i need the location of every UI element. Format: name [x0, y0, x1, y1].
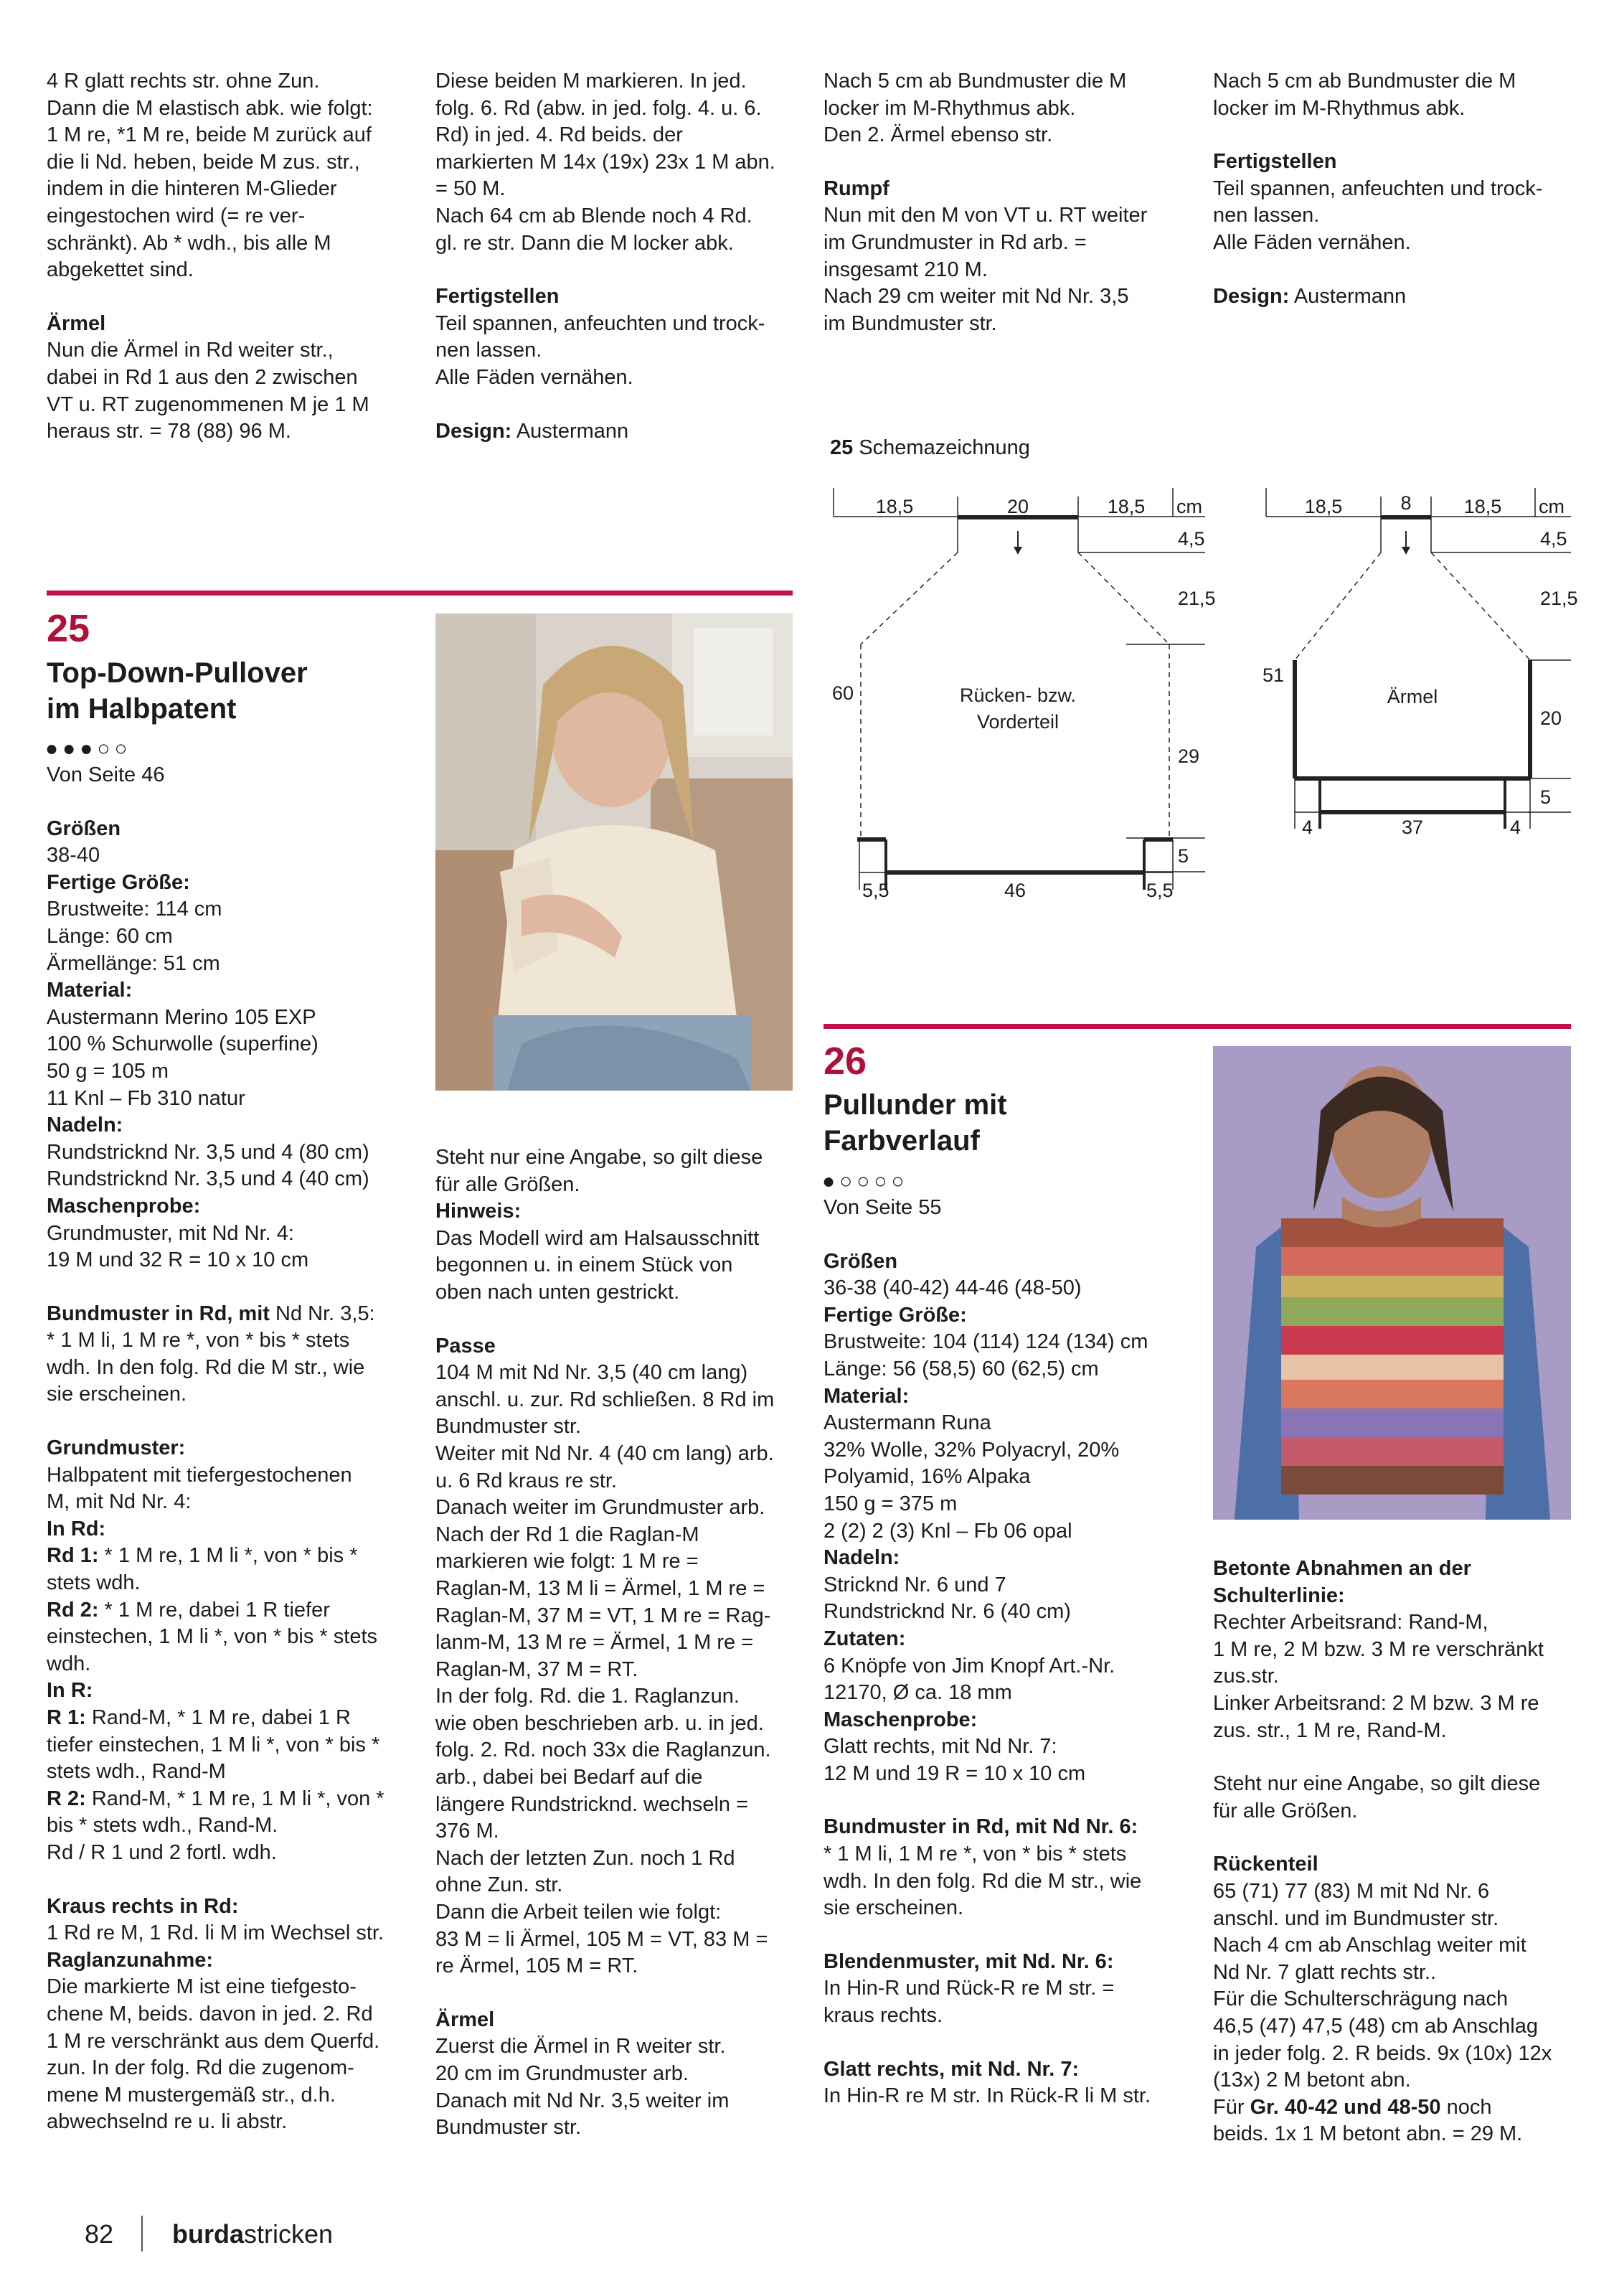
dim-label: 21,5 [1540, 588, 1578, 609]
section-heading: Bundmuster in Rd, mit Nd Nr. 6: [823, 1815, 1138, 1839]
section-heading: Rückenteil [1213, 1853, 1318, 1876]
section-heading: Material: [823, 1384, 910, 1408]
section-heading: Ärmel [435, 2008, 495, 2031]
row-label: Rd 1: [47, 1544, 99, 1568]
dim-label: 60 [832, 682, 854, 704]
dim-unit: cm [1176, 496, 1202, 517]
photo-illustration [435, 613, 793, 1091]
body-label-line1: Rücken- bzw. [959, 684, 1077, 706]
section-heading: Bundmuster in Rd, mit [47, 1302, 270, 1325]
text-block: Halbpatent mit tiefergestochenen M, mit Nd Nr. 4: [47, 1463, 352, 1514]
section-heading: Kraus rechts in Rd: [47, 1894, 239, 1918]
dim-label: 4 [1302, 817, 1313, 838]
dim-label: 4 [1510, 817, 1521, 838]
dim-label: 37 [1401, 817, 1424, 838]
text-inline: noch beids. 1x 1 M betont abn. = 29 M. [1213, 2095, 1523, 2146]
section-heading: Raglanzunahme: [47, 1948, 214, 1972]
text-block: * 1 M li, 1 M re *, von * bis * stets wdh. In den folg. Rd die M str., wie sie erscheinen. [823, 1843, 1142, 1920]
pattern-number-25: 25 [47, 607, 90, 650]
text-inline: Für [1213, 2095, 1250, 2119]
section-heading: Größen [47, 817, 121, 840]
section-heading: Nadeln: [47, 1114, 123, 1137]
dim-label: 4,5 [1178, 528, 1205, 550]
section-rule-26 [823, 1024, 1571, 1029]
p25-col-2 [435, 1144, 808, 2142]
text-block: 4 R glatt rechts str. ohne Zun. Dann die M elastisch abk. wie folgt: 1 M re, *1 M re, beide M zurück auf die li Nd. heben, beide M zus. str., indem in die hinteren M-Glieder eingestochen wird (= re ver- schränkt). Ab * wdh., bis alle M abgekettet sind. [47, 70, 373, 282]
finished-size: Brustweite: 114 cm Länge: 60 cm Ärmellänge: 51 cm [47, 898, 222, 975]
photo-top-down-pullover [435, 613, 793, 1091]
section-heading: Betonte Abnahmen an der Schulterlinie: [1213, 1557, 1471, 1607]
design-name: Austermann [516, 419, 629, 443]
text-block: * 1 M li, 1 M re *, von * bis * stets wdh. In den folg. Rd die M str., wie sie erscheinen. [47, 1329, 365, 1406]
sizes: 36-38 (40-42) 44-46 (48-50) [823, 1276, 1082, 1300]
schema-body-diagram [825, 488, 1227, 911]
text-block: Nun mit den M von VT u. RT weiter im Grundmuster in Rd arb. = insgesamt 210 M. Nach 29 cm weiter mit Nd Nr. 3,5 im Bundmuster str. [823, 204, 1148, 335]
section-heading: Hinweis: [435, 1200, 522, 1223]
text-block: Zuerst die Ärmel in R weiter str. 20 cm im Grundmuster arb. Danach mit Nd Nr. 3,5 weiter im Bundmuster str. [435, 2035, 730, 2140]
footer-divider [141, 2216, 143, 2252]
text-block: Die markierte M ist eine tiefgesto- chene M, beids. davon in jed. 2. Rd 1 M re verschränkt aus dem Querfd. zun. In der folg. Rd die zugenom- mene M mustergemäß str., d.h. abwechselnd re u. li abstr. [47, 1975, 380, 2134]
section-heading: Ärmel [47, 311, 106, 335]
difficulty-rating-25: ●●●○○ [45, 737, 132, 761]
needles: Rundstricknd Nr. 3,5 und 4 (80 cm) Rundstricknd Nr. 3,5 und 4 (40 cm) [47, 1140, 369, 1191]
section-heading: Rumpf [823, 177, 889, 200]
row-text: * 1 M re, dabei 1 R tiefer einstechen, 1 M li *, von * bis * stets wdh. [47, 1598, 377, 1675]
section-heading: In Rd: [47, 1517, 106, 1540]
material: Austermann Merino 105 EXP 100 % Schurwolle (superfine) 50 g = 105 m 11 Knl – Fb 310 natur [47, 1005, 318, 1110]
section-heading: Passe [435, 1334, 496, 1358]
dim-label: 18,5 [1463, 496, 1502, 517]
dim-label: 21,5 [1178, 588, 1216, 609]
pattern-title-25: Top-Down-Pullover im Halbpatent [47, 657, 308, 725]
gauge: Glatt rechts, mit Nd Nr. 7: 12 M und 19 R = 10 x 10 cm [823, 1735, 1086, 1785]
dim-label: 18,5 [875, 496, 914, 517]
text-block: Nach 5 cm ab Bundmuster die M locker im M-Rhythmus abk. [1213, 70, 1516, 120]
section-heading: Maschenprobe: [47, 1194, 201, 1218]
size-emphasis: Gr. 40-42 und 48-50 [1250, 2095, 1441, 2119]
gauge: Grundmuster, mit Nd Nr. 4: 19 M und 32 R = 10 x 10 cm [47, 1221, 309, 1272]
schema-caption-text: Schemazeichnung [859, 436, 1030, 459]
section-heading: Nadeln: [823, 1546, 900, 1570]
p26-col-3 [823, 1195, 1197, 2110]
row-label: R 2: [47, 1787, 86, 1810]
row-text: * 1 M re, 1 M li *, von * bis * stets wdh. [47, 1544, 358, 1595]
dim-label: 51 [1263, 664, 1285, 686]
sleeve-label: Ärmel [1387, 686, 1438, 707]
magazine-brand [172, 2219, 333, 2249]
section-heading: Fertigstellen [435, 285, 560, 309]
section-heading: Fertige Größe: [823, 1303, 967, 1327]
difficulty-rating-26: ●○○○○ [822, 1170, 909, 1193]
dim-label: 20 [1540, 707, 1562, 729]
top-col-1 [47, 68, 412, 446]
section-heading: Maschenprobe: [823, 1708, 978, 1731]
text-block: In Hin-R und Rück-R re M str. = kraus rechts. [823, 1977, 1115, 2028]
source-page: Von Seite 55 [823, 1196, 942, 1219]
brand-rest: stricken [244, 2219, 334, 2249]
dim-label: 29 [1178, 745, 1200, 767]
material: Austermann Runa 32% Wolle, 32% Polyacryl, 20% Polyamid, 16% Alpaka 150 g = 375 m 2 (2) 2 (3) Knl – Fb 06 opal [823, 1411, 1120, 1543]
row-label: R 1: [47, 1706, 86, 1729]
schema-caption-number: 25 [830, 436, 854, 459]
p26-col-4 [1213, 1556, 1586, 2148]
design-label: Design: [1213, 284, 1290, 308]
dim-label: 5,5 [1146, 880, 1174, 901]
body-label-line2: Vorderteil [976, 711, 1060, 733]
schema-sleeve-diagram [1255, 488, 1592, 847]
source-page: Von Seite 46 [47, 763, 165, 786]
text-block: Nun die Ärmel in Rd weiter str., dabei in Rd 1 aus den 2 zwischen VT u. RT zugenommenen M je 1 M heraus str. = 78 (88) 96 M. [47, 339, 369, 443]
brand-bold: burda [172, 2219, 245, 2249]
text-block: 1 Rd re M, 1 Rd. li M im Wechsel str. [47, 1921, 384, 1945]
dim-label: 20 [1006, 496, 1029, 517]
section-rule-25 [47, 591, 793, 596]
schema-caption [830, 436, 1030, 460]
text-block: 65 (71) 77 (83) M mit Nd Nr. 6 anschl. und im Bundmuster str. Nach 4 cm ab Anschlag weiter mit Nd Nr. 7 glatt rechts str.. Für die Schulterschrägung nach 46,5 (47) 47,5 (48) cm ab Anschlag in jeder folg. 2. R beids. 9x (10x) 12x (13x) 2 M betont abn. [1213, 1879, 1552, 2092]
notions: 6 Knöpfe von Jim Knopf Art.-Nr. 12170, Ø ca. 18 mm [823, 1654, 1115, 1705]
dim-unit: cm [1539, 496, 1565, 517]
section-heading: Fertigstellen [1213, 150, 1337, 174]
text-block: Steht nur eine Angabe, so gilt diese für alle Größen. [1213, 1772, 1541, 1822]
page-number: 82 [85, 2219, 114, 2249]
row-text: Rand-M, * 1 M re, 1 M li *, von * bis * stets wdh., Rand-M. Rd / R 1 und 2 fortl. wdh. [47, 1787, 384, 1864]
dim-label: 4,5 [1540, 528, 1567, 550]
section-heading: In R: [47, 1679, 93, 1703]
dim-label: 46 [1004, 880, 1027, 901]
dim-label: 5 [1178, 845, 1189, 867]
needles: Stricknd Nr. 6 und 7 Rundstricknd Nr. 6 (40 cm) [823, 1573, 1071, 1624]
dim-label: 5 [1540, 786, 1552, 808]
top-col-4 [1213, 68, 1586, 310]
row-label: Rd 2: [47, 1598, 99, 1622]
p25-col-1 [47, 762, 420, 2136]
dim-label: 18,5 [1304, 496, 1343, 517]
text-block: In Hin-R re M str. In Rück-R li M str. [823, 2084, 1151, 2108]
text-block: Nach 5 cm ab Bundmuster die M locker im M-Rhythmus abk. Den 2. Ärmel ebenso str. [823, 70, 1127, 147]
text-block: Steht nur eine Angabe, so gilt diese für alle Größen. [435, 1146, 763, 1196]
dim-label: 8 [1400, 492, 1412, 514]
photo-illustration [1213, 1046, 1571, 1520]
top-col-3 [823, 68, 1197, 337]
section-heading: Fertige Größe: [47, 870, 190, 894]
design-name: Austermann [1293, 284, 1407, 308]
section-heading: Glatt rechts, mit Nd. Nr. 7: [823, 2057, 1080, 2081]
photo-pullunder [1213, 1046, 1571, 1520]
text-block: Diese beiden M markieren. In jed. folg. 6. Rd (abw. in jed. folg. 4. u. 6. Rd) in jed. 4. Rd beids. der markierten M 14x (19x) 23x 1 M abn. = 50 M. Nach 64 cm ab Blende noch 4 Rd. gl. re str. Dann die M locker abk. [435, 70, 775, 255]
text-block: Teil spannen, anfeuchten und trock- nen lassen. Alle Fäden vernähen. [435, 311, 765, 389]
design-label: Design: [435, 419, 512, 443]
dim-label: 18,5 [1107, 496, 1146, 517]
pattern-number-26: 26 [823, 1040, 867, 1083]
finished-size: Brustweite: 104 (114) 124 (134) cm Länge: 56 (58,5) 60 (62,5) cm [823, 1330, 1148, 1380]
section-heading: Material: [47, 979, 133, 1002]
text-block: 104 M mit Nd Nr. 3,5 (40 cm lang) anschl. u. zur. Rd schließen. 8 Rd im Bundmuster str. Weiter mit Nd Nr. 4 (40 cm lang) arb. u. 6 Rd kraus re str. Danach weiter im Grundmuster arb. Nach der Rd 1 die Raglan-M markieren wie folgt: 1 M re = Raglan-M, 13 M li = Ärmel, 1 M re = Raglan-M, 37 M = VT, 1 M re = Rag- lanm-M, 13 M re = Ärmel, 1 M re = Raglan-M, 37 M = RT. In der folg. Rd. die 1. Raglanzun. wie oben beschrieben arb. u. in jed. folg. 2. Rd. noch 33x die Raglanzun. arb., dabei bei Bedarf auf die längere Rundstricknd. wechseln = 376 M. Nach der letzten Zun. noch 1 Rd ohne Zun. str. Dann die Arbeit teilen wie folgt: 83 M = li Ärmel, 105 M = VT, 83 M = re Ärmel, 105 M = RT. [435, 1361, 775, 1978]
text-block: Rechter Arbeitsrand: Rand-M, 1 M re, 2 M bzw. 3 M re verschränkt zus.str. Linker Arbeitsrand: 2 M bzw. 3 M re zus. str., 1 M re, Rand-M. [1213, 1611, 1544, 1742]
row-text: Rand-M, * 1 M re, dabei 1 R tiefer einstechen, 1 M li *, von * bis * stets wdh., Rand-M [47, 1706, 380, 1784]
section-heading: Zutaten: [823, 1627, 906, 1650]
pattern-title-26: Pullunder mit Farbverlauf [823, 1089, 1007, 1157]
top-col-2 [435, 68, 808, 445]
section-heading: Grundmuster: [47, 1436, 186, 1460]
text-block: Teil spannen, anfeuchten und trock- nen lassen. Alle Fäden vernähen. [1213, 177, 1543, 254]
dim-label: 5,5 [862, 880, 889, 901]
section-heading: Größen [823, 1249, 898, 1273]
sizes: 38-40 [47, 844, 100, 867]
text-inline: Nd Nr. 3,5: [269, 1302, 375, 1325]
text-block: Das Modell wird am Halsausschnitt begonnen u. in einem Stück von oben nach unten gestrickt. [435, 1226, 760, 1304]
section-heading: Blendenmuster, mit Nd. Nr. 6: [823, 1949, 1114, 1973]
